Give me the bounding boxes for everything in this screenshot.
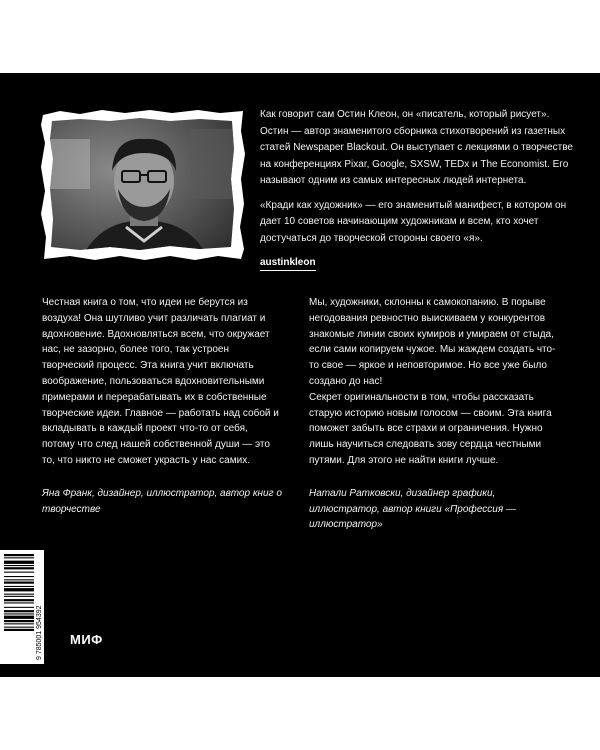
publisher-logo: МИФ bbox=[70, 632, 103, 647]
barcode-bar bbox=[4, 629, 34, 631]
barcode-bar bbox=[4, 586, 34, 587]
barcode-bar bbox=[4, 599, 34, 601]
barcode-bar bbox=[4, 607, 34, 608]
author-bio-paragraph: Как говорит сам Остин Клеон, он «писатель, который рисует». Остин — автор знаменитого сборника стихотворений из газетных статей Newspaper Blackout. Он выступает с лекциями о творчестве на конференциях Pixar, Google, SXSW, TEDx и The Economist. Его называют одним из самых интересных людей интернета. bbox=[260, 109, 573, 186]
barcode-bar bbox=[4, 594, 34, 595]
review-text: Честная книга о том, что идеи не берутся из воздуха! Она шутливо учит различать плагиат и вдохновение. Вдохновляться всем, что окружает нас, не зазорно, более того, так устроен творческий процесс. Эта книга учит включать воображение, пользоваться вдохновительными примерами и перерабатывать их в собственные творческие идеи. Главное — работать над собой и вкладывать в каждый проект что-то от себя, потому что след нашей собственной души — это то, что никто не сможет украсть у нас самих. bbox=[42, 297, 279, 466]
barcode-bar bbox=[4, 554, 34, 556]
barcode-bar bbox=[4, 579, 34, 580]
barcode-bar bbox=[4, 613, 34, 614]
barcode-bar bbox=[4, 576, 34, 577]
review-text: Мы, художники, склонны к самокопанию. В порыве негодования ревностно выискиваем у конкурентов знакомые линии своих кумиров и умираем от стыда, если сами копируем чужое. Мы жаждем создать что-то свое — яркое и неповторимое. Но все уже было создано до нас! Секрет оригинальности в том, чтобы рассказать старую историю новым голосом — своим. Эта книга поможет забыть все страхи и ограничения. Нужно лишь научиться следовать зову сердца честными путями. Для этого не найти книги лучше. bbox=[309, 297, 556, 466]
author-bio-paragraph: «Кради как художник» — его знаменитый манифест, в котором он дает 10 советов начинающим художникам и всем, кто хочет достучаться до творческой стороны своего «я». bbox=[260, 199, 567, 244]
barcode-bar bbox=[4, 602, 34, 603]
author-link[interactable]: austinkleon bbox=[260, 256, 316, 271]
barcode-bar bbox=[4, 616, 34, 619]
barcode-bar bbox=[4, 572, 34, 573]
barcode-bar bbox=[4, 620, 34, 622]
barcode-bar bbox=[4, 582, 34, 584]
barcode-bar bbox=[4, 610, 34, 612]
barcode-bar bbox=[4, 623, 34, 624]
review-right bbox=[309, 295, 559, 533]
barcode-bar bbox=[4, 627, 34, 628]
author-bio bbox=[260, 107, 580, 272]
review-signature: Натали Ратковски, дизайнер графики, иллюстратор, автор книги «Профессия — иллюстратор» bbox=[309, 487, 516, 531]
barcode-bar bbox=[4, 596, 34, 597]
isbn-barcode bbox=[0, 550, 44, 664]
review-signature: Яна Франк, дизайнер, иллюстратор, автор книг о творчестве bbox=[42, 487, 282, 515]
barcode-bar bbox=[4, 588, 34, 591]
back-cover bbox=[0, 73, 600, 677]
barcode-bar bbox=[4, 567, 34, 569]
barcode-bar bbox=[4, 565, 34, 566]
barcode-bar bbox=[4, 557, 34, 558]
author-photo bbox=[40, 109, 246, 261]
review-left bbox=[42, 295, 282, 517]
barcode-bar bbox=[4, 561, 34, 564]
barcode-digits: 9 785001 954392 bbox=[36, 605, 43, 660]
